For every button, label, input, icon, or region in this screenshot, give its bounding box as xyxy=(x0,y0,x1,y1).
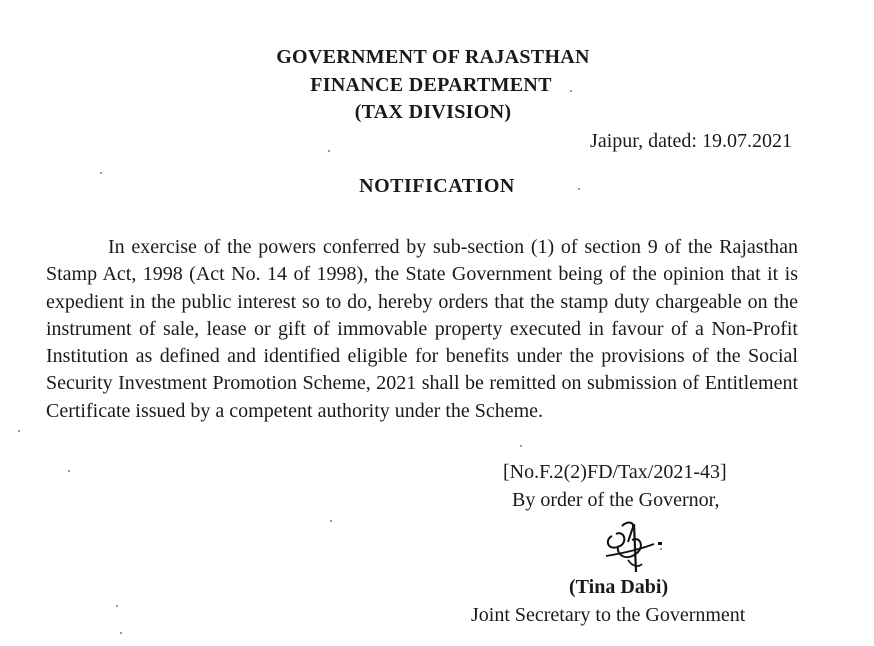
scan-speck xyxy=(120,632,122,634)
file-reference: [No.F.2(2)FD/Tax/2021-43] xyxy=(503,461,727,483)
header-department: FINANCE DEPARTMENT xyxy=(310,74,552,96)
scan-speck xyxy=(116,605,118,607)
notification-body: In exercise of the powers conferred by sub-section (1) of section 9 of the Rajasthan Stamp Act, 1998 (Act No. 14 of 1998), the State Government being of the opinion that it is expedient in the public interest so to do, hereby orders that the stamp duty chargeable on the instrument of sale, lease or gift of immovable property executed in favour of a Non-Profit Institution as defined and identified eligible for benefits under the provisions of the Social Security Investment Promotion Scheme, 2021 shall be remitted on submission of Entitlement Certificate issued by a competent authority under the Scheme. xyxy=(46,236,798,422)
scan-speck xyxy=(18,430,20,432)
scan-speck xyxy=(330,520,332,522)
scan-speck xyxy=(100,172,102,174)
signatory-designation: Joint Secretary to the Government xyxy=(471,604,746,626)
handwritten-signature xyxy=(598,516,668,578)
scan-speck xyxy=(68,470,70,472)
scan-speck xyxy=(578,188,580,190)
dateline: Jaipur, dated: 19.07.2021 xyxy=(590,130,792,152)
signatory-name: (Tina Dabi) xyxy=(569,576,669,598)
scan-speck xyxy=(520,445,522,447)
notification-title: NOTIFICATION xyxy=(359,175,515,197)
scan-speck xyxy=(660,548,662,550)
by-order-line: By order of the Governor, xyxy=(512,489,720,511)
header-government: GOVERNMENT OF RAJASTHAN xyxy=(276,46,590,68)
scan-speck xyxy=(570,90,572,92)
header-division: (TAX DIVISION) xyxy=(354,101,512,123)
scan-speck xyxy=(328,150,330,152)
